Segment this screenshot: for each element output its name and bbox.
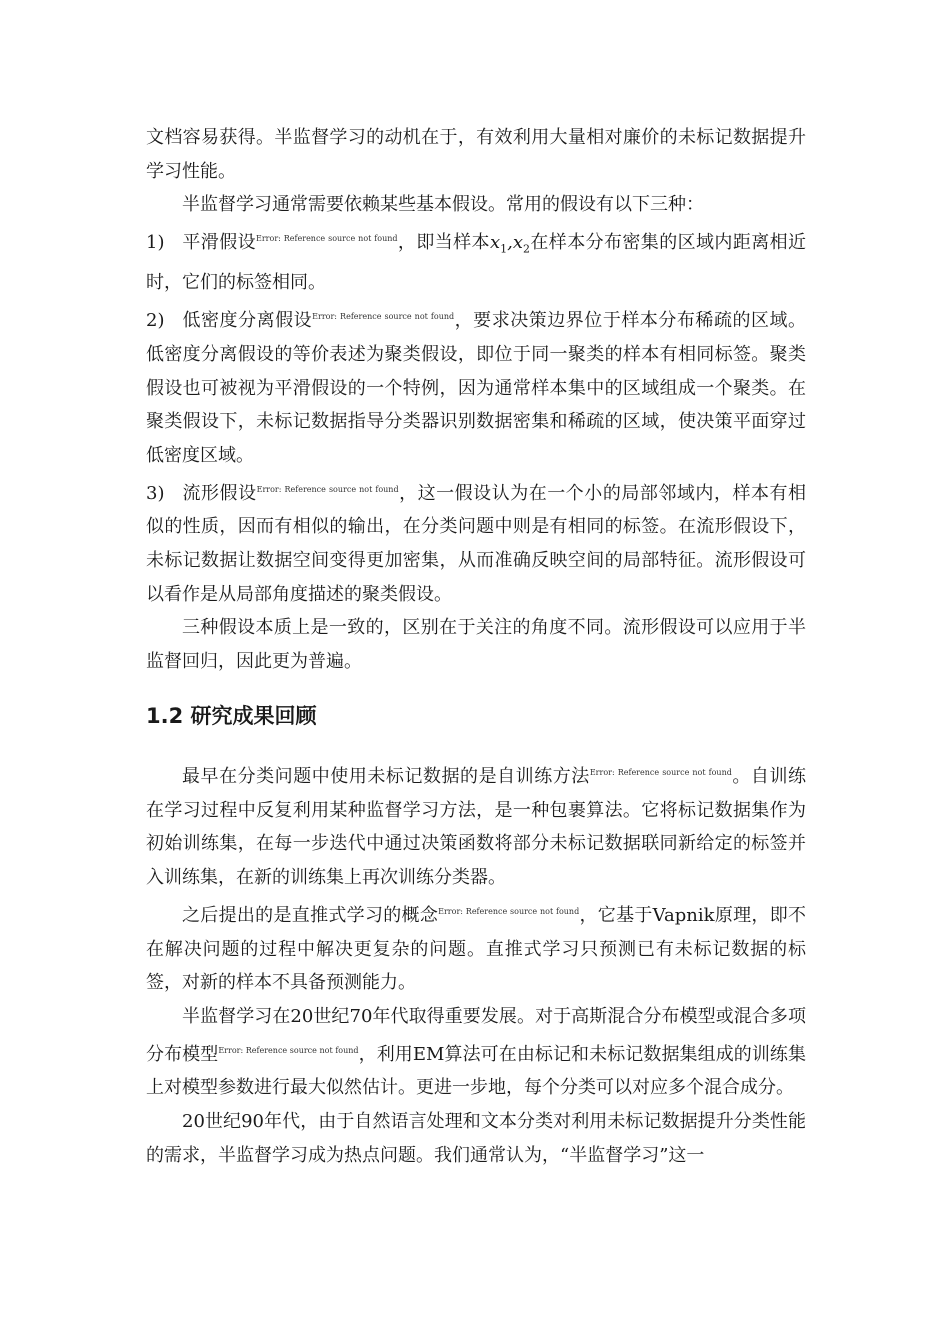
math-comma: , [507, 232, 513, 254]
paragraph-text: 最早在分类问题中使用未标记数据的是自训练方法 [182, 766, 590, 787]
paragraph-text: 之后提出的是直推式学习的概念 [182, 904, 439, 926]
section-heading: 1.2 研究成果回顾 [146, 704, 317, 728]
reference-error: Error: Reference source not found [218, 1045, 359, 1055]
paragraph-1990s: 20世纪90年代，由于自然语言处理和文本分类对利用未标记数据提升分类性能的需求，半监督学习成为热点问题。我们通常认为，“半监督学习”这一 [146, 1111, 806, 1166]
list-item-manifold [146, 473, 806, 612]
paragraph-self-training [146, 756, 806, 895]
list-number: 1) [146, 232, 165, 254]
paragraph-text: 半监督学习在20世纪70年代取得重要发展。对于高斯混合分布模型或混合多项分布模型 [146, 1005, 806, 1065]
paragraph-assumptions-summary: 三种假设本质上是一致的，区别在于关注的角度不同。流形假设可以应用于半监督回归，因此更为普遍。 [146, 617, 806, 673]
list-text: ，要求决策边界位于样本分布稀疏的区域。低密度分离假设的等价表述为聚类假设，即位于同一聚类的样本有相同标签。聚类假设也可被视为平滑假设的一个特例，因为通常样本集中的区域组成一个聚类。在聚类假设下，未标记数据指导分类器识别数据密集和稀疏的区域，使决策平面穿过低密度区域。 [146, 310, 807, 466]
section-review [146, 756, 806, 1172]
paragraph-assumptions-intro: 半监督学习通常需要依赖某些基本假设。常用的假设有以下三种： [182, 194, 704, 216]
paragraph-motivation: 文档容易获得。半监督学习的动机在于，有效利用大量相对廉价的未标记数据提升学习性能。 [146, 127, 806, 182]
paragraph-text: ，它基于Vapnik原理，即不在解决问题的过程中解决更复杂的问题。直推式学习只预测已有未标记数据的标签，对新的样本不具备预测能力。 [146, 904, 807, 994]
paragraph-transductive [146, 895, 806, 1000]
list-item-smoothness [146, 222, 806, 300]
reference-error: Error: Reference source not found [256, 484, 399, 494]
list-number: 3) [146, 482, 165, 504]
list-item-low-density [146, 300, 806, 473]
paragraph-text: ，利用EM算法可在由标记和未标记数据集组成的训练集上对模型参数进行最大似然估计。更进一步地，每个分类可以对应多个混合成分。 [146, 1043, 807, 1099]
list-number: 2) [146, 310, 165, 332]
paragraph-text: 。自训练在学习过程中反复利用某种监督学习方法，是一种包裹算法。它将标记数据集作为初始训练集，在每一步迭代中通过决策函数将部分未标记数据联同新给定的标签并入训练集，在新的训练集上再次训练分类器。 [146, 766, 807, 889]
reference-error: Error: Reference source not found [256, 234, 398, 244]
math-sub: 1 [500, 242, 508, 256]
math-var: x [512, 232, 523, 254]
list-text: 在样本分布密集的区域内距离相近时，它们的标签相同。 [146, 232, 807, 294]
section-intro [146, 121, 806, 679]
term-low-density: 低密度分离假设 [182, 310, 313, 332]
term-smoothness: 平滑假设 [182, 232, 257, 254]
reference-error: Error: Reference source not found [312, 312, 455, 322]
list-text: ，即当样本 [397, 232, 490, 254]
reference-error: Error: Reference source not found [438, 906, 580, 916]
reference-error: Error: Reference source not found [589, 768, 732, 777]
list-text: ，这一假设认为在一个小的局部邻域内，样本有相似的性质，因而有相似的输出，在分类问题中则是有相同的标签。在流形假设下，未标记数据让数据空间变得更加密集，从而准确反映空间的局部特征。流形假设可以看作是从局部角度描述的聚类假设。 [146, 482, 807, 605]
math-sub: 2 [522, 242, 530, 256]
math-x1-x2 [489, 232, 530, 256]
math-var: x [489, 232, 501, 254]
paragraph-mixture-models [146, 1000, 806, 1105]
term-manifold: 流形假设 [182, 482, 257, 504]
